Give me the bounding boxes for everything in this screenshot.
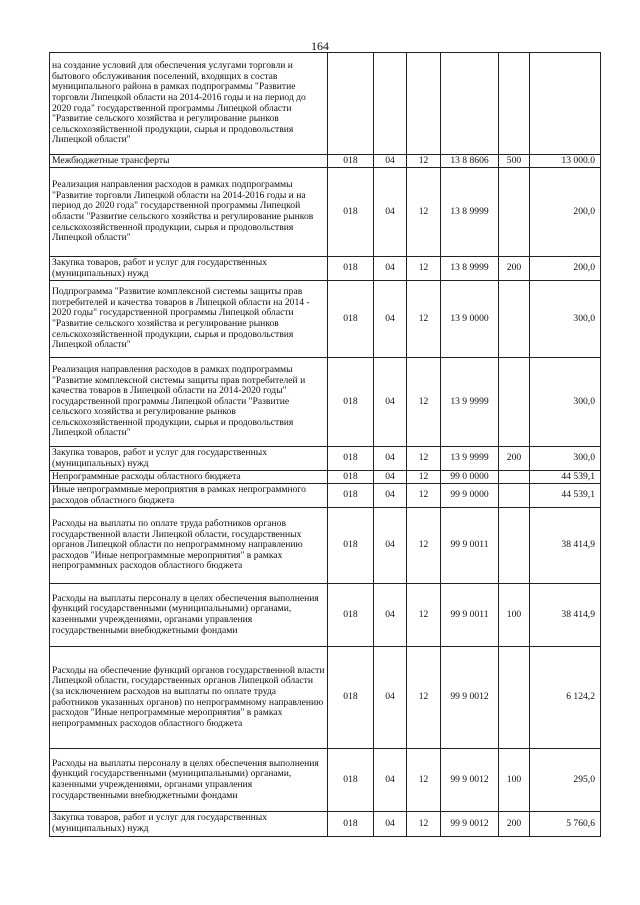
table-row bbox=[50, 484, 601, 508]
table-row bbox=[50, 647, 601, 749]
row-pr: 12 bbox=[407, 749, 441, 812]
table-row bbox=[50, 53, 601, 155]
row-ved: 018 bbox=[328, 749, 374, 812]
row-vr: 200 bbox=[499, 447, 530, 471]
row-rz: 04 bbox=[374, 155, 407, 168]
row-sum: 44 539,1 bbox=[530, 484, 601, 508]
table-row bbox=[50, 812, 601, 837]
row-rz: 04 bbox=[374, 358, 407, 447]
row-ved: 018 bbox=[328, 484, 374, 508]
row-vr bbox=[499, 471, 530, 484]
row-sum: 200,0 bbox=[530, 168, 601, 257]
row-rz: 04 bbox=[374, 447, 407, 471]
row-pr: 12 bbox=[407, 471, 441, 484]
row-pr: 12 bbox=[407, 447, 441, 471]
row-csr: 99 9 0000 bbox=[441, 484, 499, 508]
row-name: Закупка товаров, работ и услуг для государственных (муниципальных) нужд bbox=[50, 812, 328, 837]
row-ved: 018 bbox=[328, 508, 374, 584]
row-vr bbox=[499, 647, 530, 749]
row-name: Закупка товаров, работ и услуг для государственных (муниципальных) нужд bbox=[50, 257, 328, 281]
row-pr: 12 bbox=[407, 257, 441, 281]
table-row bbox=[50, 749, 601, 812]
row-name: Расходы на обеспечение функций органов государственной власти Липецкой области, государственных органов Липецкой области (за исключением расходов на выплаты по оплате труда работников указанных органов) по непрограммному направлению расходов "Иные непрограммные мероприятия" в рамках непрограммных расходов областного бюджета bbox=[50, 647, 328, 749]
row-pr: 12 bbox=[407, 584, 441, 647]
row-vr bbox=[499, 281, 530, 358]
row-sum: 38 414,9 bbox=[530, 584, 601, 647]
row-sum: 5 760,6 bbox=[530, 812, 601, 837]
row-vr bbox=[499, 168, 530, 257]
row-csr: 13 9 9999 bbox=[441, 447, 499, 471]
row-name: Закупка товаров, работ и услуг для государственных (муниципальных) нужд bbox=[50, 447, 328, 471]
row-rz: 04 bbox=[374, 257, 407, 281]
row-csr: 99 0 0000 bbox=[441, 471, 499, 484]
row-name: Непрограммные расходы областного бюджета bbox=[50, 471, 328, 484]
table-row bbox=[50, 155, 601, 168]
row-pr: 12 bbox=[407, 358, 441, 447]
row-name: Реализация направления расходов в рамках подпрограммы "Развитие торговли Липецкой области на 2014-2016 годы и на период до 2020 года" государственной программы Липецкой области "Развитие сельского хозяйства и регулирование рынков сельскохозяйственной продукции, сырья и продовольствия Липецкой области" bbox=[50, 168, 328, 257]
row-pr bbox=[407, 53, 441, 155]
table-row bbox=[50, 508, 601, 584]
row-ved: 018 bbox=[328, 584, 374, 647]
row-name: Расходы на выплаты персоналу в целях обеспечения выполнения функций государственными (муниципальными) органами, казенными учреждениями, органами управления государственными внебюджетными фондами bbox=[50, 584, 328, 647]
row-rz: 04 bbox=[374, 812, 407, 837]
row-vr: 100 bbox=[499, 584, 530, 647]
row-ved: 018 bbox=[328, 447, 374, 471]
row-vr: 200 bbox=[499, 257, 530, 281]
row-name: Иные непрограммные мероприятия в рамках непрограммного расходов областного бюджета bbox=[50, 484, 328, 508]
row-csr: 13 9 0000 bbox=[441, 281, 499, 358]
row-rz bbox=[374, 53, 407, 155]
row-csr: 99 9 0012 bbox=[441, 749, 499, 812]
row-pr: 12 bbox=[407, 155, 441, 168]
row-ved: 018 bbox=[328, 812, 374, 837]
row-csr: 13 8 8606 bbox=[441, 155, 499, 168]
row-rz: 04 bbox=[374, 484, 407, 508]
row-rz: 04 bbox=[374, 749, 407, 812]
table-row bbox=[50, 168, 601, 257]
row-csr: 99 9 0011 bbox=[441, 508, 499, 584]
row-name: Подпрограмма "Развитие комплексной системы защиты прав потребителей и качества товаров в Липецкой области на 2014 - 2020 годы" государственной программы Липецкой области "Развитие сельского хозяйства и регулирование рынков сельскохозяйственной продукции, сырья и продовольствия Липецкой области" bbox=[50, 281, 328, 358]
row-rz: 04 bbox=[374, 471, 407, 484]
row-vr bbox=[499, 508, 530, 584]
row-pr: 12 bbox=[407, 281, 441, 358]
row-sum: 13 000.0 bbox=[530, 155, 601, 168]
budget-table-body bbox=[50, 53, 601, 837]
row-sum: 300,0 bbox=[530, 447, 601, 471]
row-rz: 04 bbox=[374, 584, 407, 647]
row-name: Расходы на выплаты по оплате труда работников органов государственной власти Липецкой области, государственных органов Липецкой области по непрограммному направлению расходов "Иные непрограммные мероприятия" в рамках непрограммных расходов областного бюджета bbox=[50, 508, 328, 584]
row-vr: 200 bbox=[499, 812, 530, 837]
row-ved: 018 bbox=[328, 471, 374, 484]
budget-table bbox=[49, 52, 601, 837]
row-csr: 13 9 9999 bbox=[441, 358, 499, 447]
row-ved: 018 bbox=[328, 281, 374, 358]
row-pr: 12 bbox=[407, 647, 441, 749]
table-row bbox=[50, 584, 601, 647]
row-pr: 12 bbox=[407, 508, 441, 584]
row-csr: 13 8 9999 bbox=[441, 168, 499, 257]
row-pr: 12 bbox=[407, 484, 441, 508]
row-vr: 100 bbox=[499, 749, 530, 812]
row-vr bbox=[499, 53, 530, 155]
row-sum: 295,0 bbox=[530, 749, 601, 812]
row-rz: 04 bbox=[374, 647, 407, 749]
row-vr: 500 bbox=[499, 155, 530, 168]
table-row bbox=[50, 447, 601, 471]
row-name: Расходы на выплаты персоналу в целях обеспечения выполнения функций государственными (муниципальными) органами, казенными учреждениями, органами управления государственными внебюджетными фондами bbox=[50, 749, 328, 812]
row-csr: 99 9 0011 bbox=[441, 584, 499, 647]
row-ved: 018 bbox=[328, 647, 374, 749]
table-row bbox=[50, 257, 601, 281]
row-csr: 99 9 0012 bbox=[441, 647, 499, 749]
row-csr: 13 8 9999 bbox=[441, 257, 499, 281]
row-ved: 018 bbox=[328, 358, 374, 447]
row-ved: 018 bbox=[328, 155, 374, 168]
row-sum: 200,0 bbox=[530, 257, 601, 281]
row-rz: 04 bbox=[374, 508, 407, 584]
row-ved: 018 bbox=[328, 168, 374, 257]
row-name: на создание условий для обеспечения услугами торговли и бытового обслуживания поселений, входящих в состав муниципального района в рамках подпрограммы "Развитие торговли Липецкой области на 2014-2016 годы и на период до 2020 года" государственной программы Липецкой области "Развитие сельского хозяйства и регулирование рынков сельскохозяйственной продукции, сырья и продовольствия Липецкой области" bbox=[50, 53, 328, 155]
table-row bbox=[50, 358, 601, 447]
row-sum: 6 124,2 bbox=[530, 647, 601, 749]
row-sum: 44 539,1 bbox=[530, 471, 601, 484]
row-sum: 300,0 bbox=[530, 281, 601, 358]
page-number: 164 bbox=[311, 39, 329, 53]
row-vr bbox=[499, 358, 530, 447]
row-ved: 018 bbox=[328, 257, 374, 281]
row-name: Межбюджетные трансферты bbox=[50, 155, 328, 168]
row-pr: 12 bbox=[407, 812, 441, 837]
row-sum: 300,0 bbox=[530, 358, 601, 447]
row-pr: 12 bbox=[407, 168, 441, 257]
row-csr bbox=[441, 53, 499, 155]
row-sum bbox=[530, 53, 601, 155]
table-row bbox=[50, 471, 601, 484]
row-vr bbox=[499, 484, 530, 508]
row-rz: 04 bbox=[374, 281, 407, 358]
row-csr: 99 9 0012 bbox=[441, 812, 499, 837]
row-name: Реализация направления расходов в рамках подпрограммы "Развитие комплексной системы защиты прав потребителей и качества товаров в Липецкой области на 2014-2020 годы" государственной программы Липецкой области "Развитие сельского хозяйства и регулирование рынков сельскохозяйственной продукции, сырья и продовольствия Липецкой области" bbox=[50, 358, 328, 447]
row-rz: 04 bbox=[374, 168, 407, 257]
table-row bbox=[50, 281, 601, 358]
row-ved bbox=[328, 53, 374, 155]
row-sum: 38 414,9 bbox=[530, 508, 601, 584]
